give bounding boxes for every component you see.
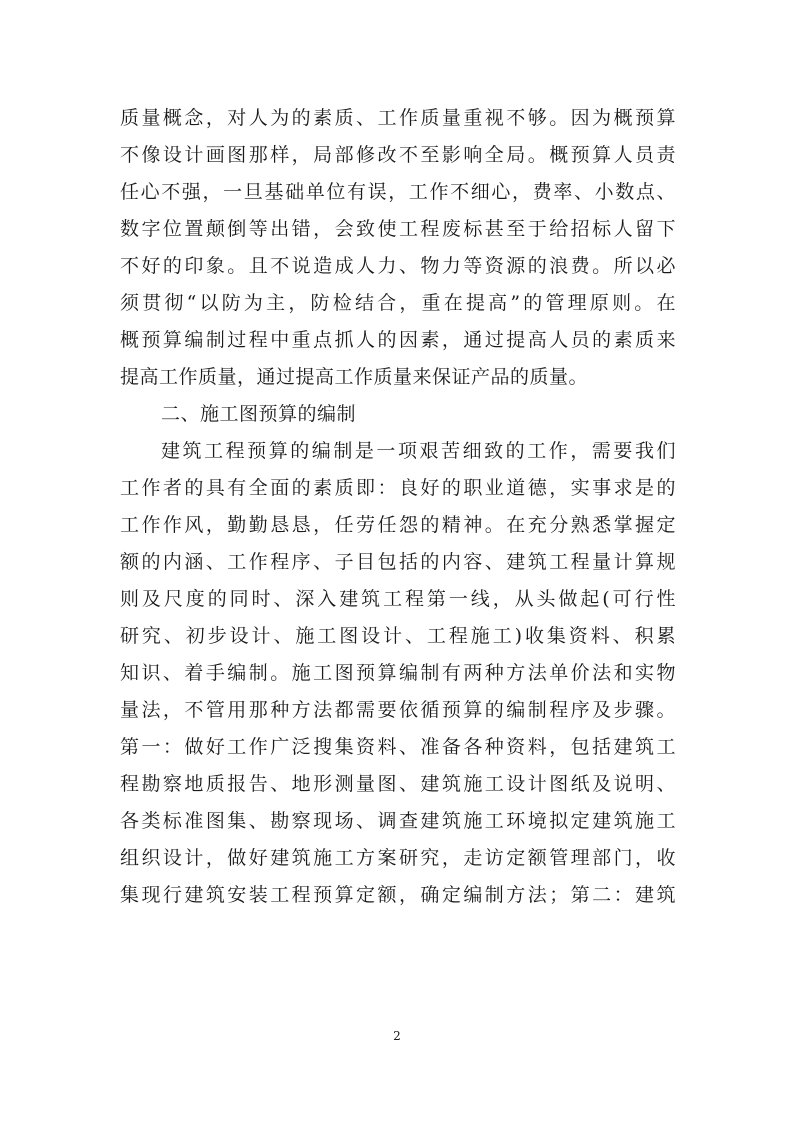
body-text-line: 各类标准图集、勘察现场、调查建筑施工环境拟定建筑施工 — [120, 810, 676, 832]
body-text-line: 须贯彻“以防为主，防检结合，重在提高”的管理原则。在 — [120, 292, 676, 314]
body-text-line: 提高工作质量，通过提高工作质量来保证产品的质量。 — [120, 366, 589, 388]
body-text-line: 不好的印象。且不说造成人力、物力等资源的浪费。所以必 — [120, 255, 676, 277]
body-text-line: 质量概念，对人为的素质、工作质量重视不够。因为概预算 — [120, 107, 676, 129]
section-heading: 二、施工图预算的编制 — [161, 403, 357, 425]
body-text-line: 则及尺度的同时、深入建筑工程第一线，从头做起(可行性 — [120, 588, 676, 610]
body-text-line: 集现行建筑安装工程预算定额，确定编制方法；第二：建筑 — [120, 884, 676, 906]
body-text-line: 额的内涵、工作程序、子目包括的内容、建筑工程量计算规 — [120, 551, 676, 573]
body-text-line: 任心不强，一旦基础单位有误，工作不细心，费率、小数点、 — [120, 181, 676, 203]
body-text-line: 组织设计，做好建筑施工方案研究，走访定额管理部门，收 — [120, 847, 676, 869]
body-text-line: 工作作风，勤勤恳恳，任劳任怨的精神。在充分熟悉掌握定 — [120, 514, 676, 536]
body-text-line: 量法，不管用那种方法都需要依循预算的编制程序及步骤。 — [120, 699, 676, 721]
body-text-line: 概预算编制过程中重点抓人的因素，通过提高人员的素质来 — [120, 329, 676, 351]
body-text-line: 不像设计画图那样，局部修改不至影响全局。概预算人员责 — [120, 144, 676, 166]
body-text-line: 第一：做好工作广泛搜集资料、准备各种资料，包括建筑工 — [120, 736, 676, 758]
body-text-line: 工作者的具有全面的素质即：良好的职业道德，实事求是的 — [120, 477, 676, 499]
body-text-line: 研究、初步设计、施工图设计、工程施工)收集资料、积累 — [120, 625, 676, 647]
body-text-line: 建筑工程预算的编制是一项艰苦细致的工作，需要我们 — [161, 440, 676, 462]
page-number: 2 — [393, 1029, 401, 1043]
body-text-line: 数字位置颠倒等出错，会致使工程废标甚至于给招标人留下 — [120, 218, 676, 240]
body-text-line: 知识、着手编制。施工图预算编制有两种方法单价法和实物 — [120, 662, 676, 684]
body-text-line: 程勘察地质报告、地形测量图、建筑施工设计图纸及说明、 — [120, 773, 676, 795]
